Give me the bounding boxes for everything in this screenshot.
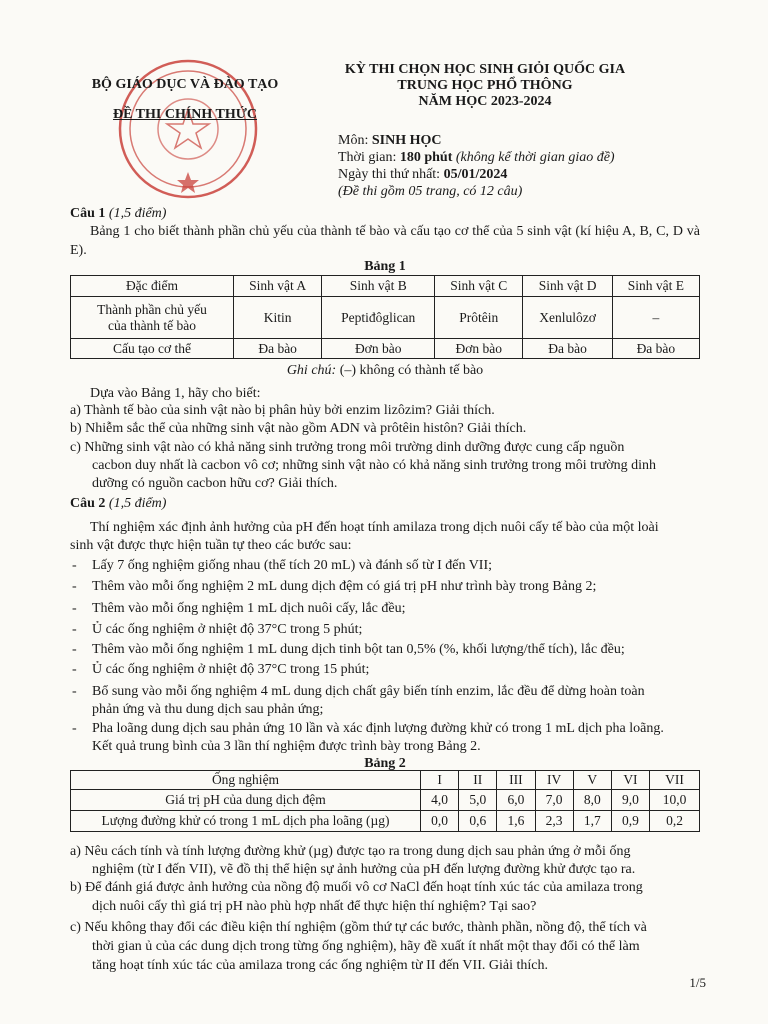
question-2-title: Câu 2 bbox=[70, 496, 106, 511]
table-2-caption: Bảng 2 bbox=[364, 756, 406, 771]
subject-label: Môn: bbox=[338, 133, 372, 148]
table-2-cell: 8,0 bbox=[573, 790, 611, 811]
question-2-part-c-line-2: thời gian ủ của các dung dịch trong từng ống nghiệm), hãy đề xuất ít nhất một thay đổi có thể làm bbox=[92, 939, 640, 954]
table-2-row-label: Lượng đường khử có trong 1 mL dịch pha loãng (µg) bbox=[71, 811, 421, 832]
table-1-header-cell: Sinh vật E bbox=[612, 276, 699, 297]
step-5: Thêm vào mỗi ống nghiệm 1 mL dung dịch tinh bột tan 0,5% (%, khối lượng/thể tích), lắc đều; bbox=[92, 642, 625, 657]
table-2 bbox=[70, 770, 700, 832]
exam-meta bbox=[338, 132, 615, 200]
exam-title-line-2: TRUNG HỌC PHỔ THÔNG bbox=[397, 78, 573, 93]
table-2-row-label: Ống nghiệm bbox=[71, 771, 421, 790]
table-2-cell: 6,0 bbox=[497, 790, 535, 811]
table-1-cell: Peptiđôglican bbox=[322, 297, 435, 339]
table-2-cell: 1,7 bbox=[573, 811, 611, 832]
table-2-cell: VI bbox=[611, 771, 649, 790]
time-label: Thời gian: bbox=[338, 150, 400, 165]
table-1-cell: Đa bào bbox=[234, 339, 322, 359]
step-6: Ủ các ống nghiệm ở nhiệt độ 37°C trong 15 phút; bbox=[92, 662, 370, 677]
official-exam-label: ĐỀ THI CHÍNH THỨC bbox=[112, 107, 258, 122]
table-1-row-wall bbox=[71, 297, 700, 339]
step-7-cont: phản ứng và thu dung dịch sau phản ứng; bbox=[92, 702, 324, 717]
table-1-cell: – bbox=[612, 297, 699, 339]
table-1-cell: Đơn bào bbox=[322, 339, 435, 359]
table-2-cell: 2,3 bbox=[535, 811, 573, 832]
step-bullet: - bbox=[72, 721, 77, 736]
table-1-header-row bbox=[71, 276, 700, 297]
table-2-cell: II bbox=[459, 771, 497, 790]
question-2-part-b-line-2: dịch nuôi cấy thì giá trị pH nào phù hợp nhất để thực hiện thí nghiệm? Tại sao? bbox=[92, 899, 537, 914]
table-1-cell: Xenlulôzơ bbox=[523, 297, 612, 339]
question-1-part-b: b) Nhiễm sắc thể của những sinh vật nào gồm ADN và prôtêin histôn? Giải thích. bbox=[70, 421, 527, 436]
step-bullet: - bbox=[72, 601, 77, 616]
question-1-heading bbox=[70, 206, 166, 222]
table-1-row-label bbox=[71, 297, 234, 339]
ministry-name: BỘ GIÁO DỤC VÀ ĐÀO TẠO bbox=[91, 77, 279, 92]
table-2-cell: III bbox=[497, 771, 535, 790]
table-2-cell: 1,6 bbox=[497, 811, 535, 832]
subject-line bbox=[338, 132, 615, 149]
table-2-cell: I bbox=[421, 771, 459, 790]
table-2-cell: VII bbox=[650, 771, 700, 790]
question-2-points: (1,5 điểm) bbox=[108, 496, 167, 511]
question-2-part-a-line-1: a) Nêu cách tính và tính lượng đường khử (µg) được tạo ra trong dung dịch sau phản ứng ở mỗi ống bbox=[70, 844, 631, 859]
step-7: Bổ sung vào mỗi ống nghiệm 4 mL dung dịch chất gây biến tính enzim, lắc đều để dừng hoàn toàn bbox=[92, 684, 645, 699]
exam-title-block bbox=[305, 62, 665, 110]
step-bullet: - bbox=[72, 642, 77, 657]
note-text: (–) không có thành tế bào bbox=[336, 363, 484, 378]
date-value: 05/01/2024 bbox=[443, 167, 508, 182]
table-2-cell: V bbox=[573, 771, 611, 790]
step-bullet: - bbox=[72, 558, 77, 573]
table-2-cell: 7,0 bbox=[535, 790, 573, 811]
pages-note: (Đề thi gồm 05 trang, có 12 câu) bbox=[338, 184, 523, 199]
question-1-part-c-line-3: dưỡng có nguồn cacbon hữu cơ? Giải thích. bbox=[92, 476, 338, 491]
date-line bbox=[338, 166, 615, 183]
date-label: Ngày thi thứ nhất: bbox=[338, 167, 444, 182]
question-2-heading bbox=[70, 496, 166, 512]
question-2-part-c-line-1: c) Nếu không thay đổi các điều kiện thí nghiệm (gồm thứ tự các bước, thành phần, nồng độ, thể tích và bbox=[70, 920, 647, 935]
question-2-part-c-line-3: tăng hoạt tính xúc tác của amilaza trong các ống nghiệm từ II đến VII. Giải thích. bbox=[92, 958, 548, 973]
step-8-cont: Kết quả trung bình của 3 lần thí nghiệm được trình bày trong Bảng 2. bbox=[92, 739, 481, 754]
question-1-part-c-line-1: c) Những sinh vật nào có khả năng sinh trưởng trong môi trường dinh dưỡng được cung cấp nguồn bbox=[70, 440, 625, 455]
step-4: Ủ các ống nghiệm ở nhiệt độ 37°C trong 5 phút; bbox=[92, 622, 363, 637]
table-1-header-cell: Sinh vật A bbox=[234, 276, 322, 297]
table-2-cell: 4,0 bbox=[421, 790, 459, 811]
table-2-cell: 9,0 bbox=[611, 790, 649, 811]
time-note: (không kể thời gian giao đề) bbox=[452, 150, 615, 165]
table-2-row-sugar bbox=[71, 811, 700, 832]
row-label-line: của thành tế bào bbox=[107, 317, 197, 333]
table-2-cell: 0,2 bbox=[650, 811, 700, 832]
question-1-points: (1,5 điểm) bbox=[108, 206, 167, 221]
subject-value: SINH HỌC bbox=[371, 133, 442, 148]
table-1-cell: Đa bào bbox=[612, 339, 699, 359]
step-bullet: - bbox=[72, 579, 77, 594]
time-line bbox=[338, 149, 615, 166]
table-2-cell: 0,0 bbox=[421, 811, 459, 832]
step-bullet: - bbox=[72, 662, 77, 677]
question-2-intro-line-2: sinh vật được thực hiện tuần tự theo các bước sau: bbox=[70, 538, 352, 553]
question-1-intro: Bảng 1 cho biết thành phần chủ yếu của thành tế bào và cấu tạo cơ thể của 5 sinh vật (kí hiệu A, B, C, D và E). bbox=[70, 224, 700, 258]
question-1-part-c-line-2: cacbon duy nhất là cacbon vô cơ; những sinh vật nào có khả năng sinh trưởng trong môi trường dinh bbox=[92, 458, 657, 473]
table-1-cell: Đa bào bbox=[523, 339, 612, 359]
question-1-lead: Dựa vào Bảng 1, hãy cho biết: bbox=[90, 386, 261, 401]
table-1-row-label: Cấu tạo cơ thể bbox=[71, 339, 234, 359]
question-2-part-b-line-1: b) Để đánh giá được ảnh hưởng của nồng độ muối vô cơ NaCl đến hoạt tính xúc tác của amilaza trong bbox=[70, 880, 643, 895]
table-1-cell: Kitin bbox=[234, 297, 322, 339]
step-2: Thêm vào mỗi ống nghiệm 2 mL dung dịch đệm có giá trị pH như trình bày trong Bảng 2; bbox=[92, 579, 597, 594]
step-8: Pha loãng dung dịch sau phản ứng 10 lần và xác định lượng đường khử có trong 1 mL dịch pha loãng. bbox=[92, 721, 664, 736]
time-value: 180 phút bbox=[399, 150, 453, 165]
row-label-line: Thành phần chủ yếu bbox=[97, 301, 207, 317]
exam-title-line-1: KỲ THI CHỌN HỌC SINH GIỎI QUỐC GIA bbox=[344, 62, 626, 77]
table-2-cell: 0,6 bbox=[459, 811, 497, 832]
question-2-intro-line-1: Thí nghiệm xác định ảnh hưởng của pH đến hoạt tính amilaza trong dịch nuôi cấy tế bào của một loài bbox=[90, 520, 659, 535]
step-bullet: - bbox=[72, 684, 77, 699]
table-2-cell: 5,0 bbox=[459, 790, 497, 811]
table-1-header-cell: Sinh vật C bbox=[435, 276, 523, 297]
table-2-row-tubes bbox=[71, 771, 700, 790]
table-1-header-cell: Sinh vật D bbox=[523, 276, 612, 297]
table-1-header-cell: Sinh vật B bbox=[322, 276, 435, 297]
step-1: Lấy 7 ống nghiệm giống nhau (thể tích 20 mL) và đánh số từ I đến VII; bbox=[92, 558, 493, 573]
table-2-cell: 10,0 bbox=[650, 790, 700, 811]
table-2-row-label: Giá trị pH của dung dịch đệm bbox=[71, 790, 421, 811]
exam-title-line-3: NĂM HỌC 2023-2024 bbox=[418, 94, 552, 109]
question-2-part-a-line-2: nghiệm (từ I đến VII), vẽ đồ thị thể hiện sự ảnh hưởng của pH đến lượng đường khử được tạo ra. bbox=[92, 862, 636, 877]
table-1-cell: Prôtêin bbox=[435, 297, 523, 339]
note-label: Ghi chú: bbox=[286, 363, 337, 378]
table-1 bbox=[70, 275, 700, 359]
table-1-header-cell: Đặc điểm bbox=[71, 276, 234, 297]
table-1-cell: Đơn bào bbox=[435, 339, 523, 359]
table-1-note bbox=[70, 363, 700, 379]
table-1-caption: Bảng 1 bbox=[364, 259, 406, 274]
table-2-row-ph bbox=[71, 790, 700, 811]
page-number: 1/5 bbox=[689, 975, 706, 990]
table-2-cell: 0,9 bbox=[611, 811, 649, 832]
issuer-block bbox=[70, 70, 300, 130]
question-1-part-a: a) Thành tế bào của sinh vật nào bị phân hủy bởi enzim lizôzim? Giải thích. bbox=[70, 403, 495, 418]
step-3: Thêm vào mỗi ống nghiệm 1 mL dịch nuôi cấy, lắc đều; bbox=[92, 601, 406, 616]
table-1-row-body bbox=[71, 339, 700, 359]
step-bullet: - bbox=[72, 622, 77, 637]
table-2-cell: IV bbox=[535, 771, 573, 790]
question-1-title: Câu 1 bbox=[70, 206, 106, 221]
